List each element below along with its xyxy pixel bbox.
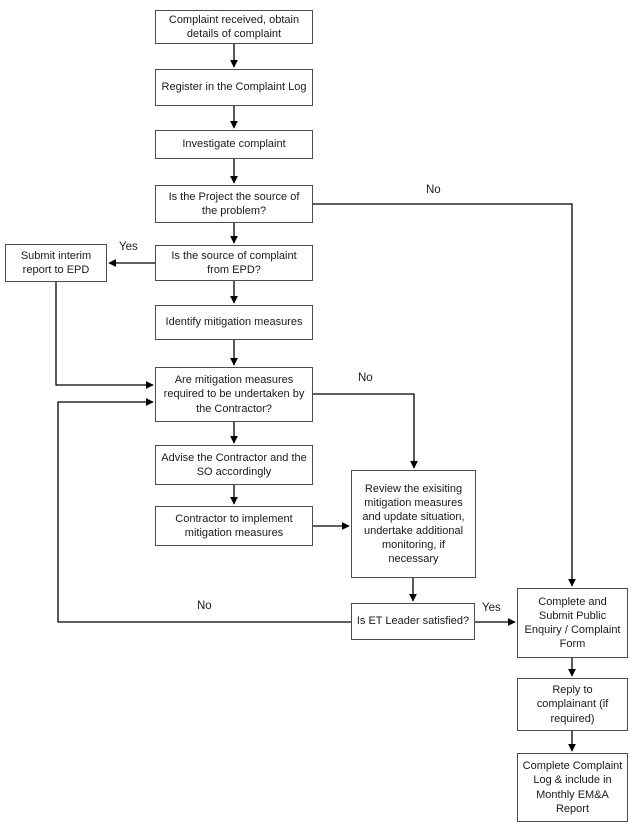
node-et-leader-satisfied [351,603,475,640]
node-register-log [155,69,313,106]
node-label: Identify mitigation measures [165,316,303,329]
connector-required-no-to-review [313,394,414,468]
node-label: Register in the Complaint Log [161,81,307,94]
node-measures-required [155,367,313,422]
node-complete-submit-form [517,588,628,658]
node-label: Is the source of complaint from EPD? [171,249,297,276]
node-label: Contractor to implement mitigation measures [175,512,293,539]
edge-label-satisfied-no: No [197,600,212,612]
node-label: Are mitigation measures required to be undertaken by the Contractor? [163,374,305,415]
node-complete-log-report [517,753,628,822]
node-identify-measures [155,305,313,340]
node-advise-contractor [155,445,313,485]
node-investigate [155,130,313,159]
node-project-source [155,185,313,223]
node-label: Submit interim report to EPD [20,249,92,276]
node-reply-complainant [517,678,628,731]
node-label: Review the exisiting mitigation measures and update situation, undertake additional monitoring, if necessary [362,482,465,566]
edge-label-measures-no: No [358,372,373,384]
node-complaint-received [155,10,313,44]
node-submit-interim-epd [5,244,107,282]
node-review-existing [351,470,476,578]
edge-label-satisfied-yes: Yes [482,602,501,614]
node-label: Investigate complaint [182,138,286,151]
node-label: Complete Complaint Log & include in Monthly EM&A Report [522,760,623,815]
node-label: Complete and Submit Public Enquiry / Complaint Form [524,595,621,651]
node-label: Complaint received, obtain details of complaint [168,13,300,40]
node-label: Reply to complainant (if required) [536,684,609,725]
node-source-epd [155,245,313,281]
node-label: Is ET Leader satisfied? [356,615,470,628]
node-label: Is the Project the source of the problem? [168,190,300,217]
connector-epd-to-required [56,282,153,385]
edge-label-project-source-no: No [426,184,441,196]
node-contractor-implement [155,506,313,546]
node-label: Advise the Contractor and the SO accordingly [161,451,307,478]
edge-label-source-epd-yes: Yes [119,241,138,253]
